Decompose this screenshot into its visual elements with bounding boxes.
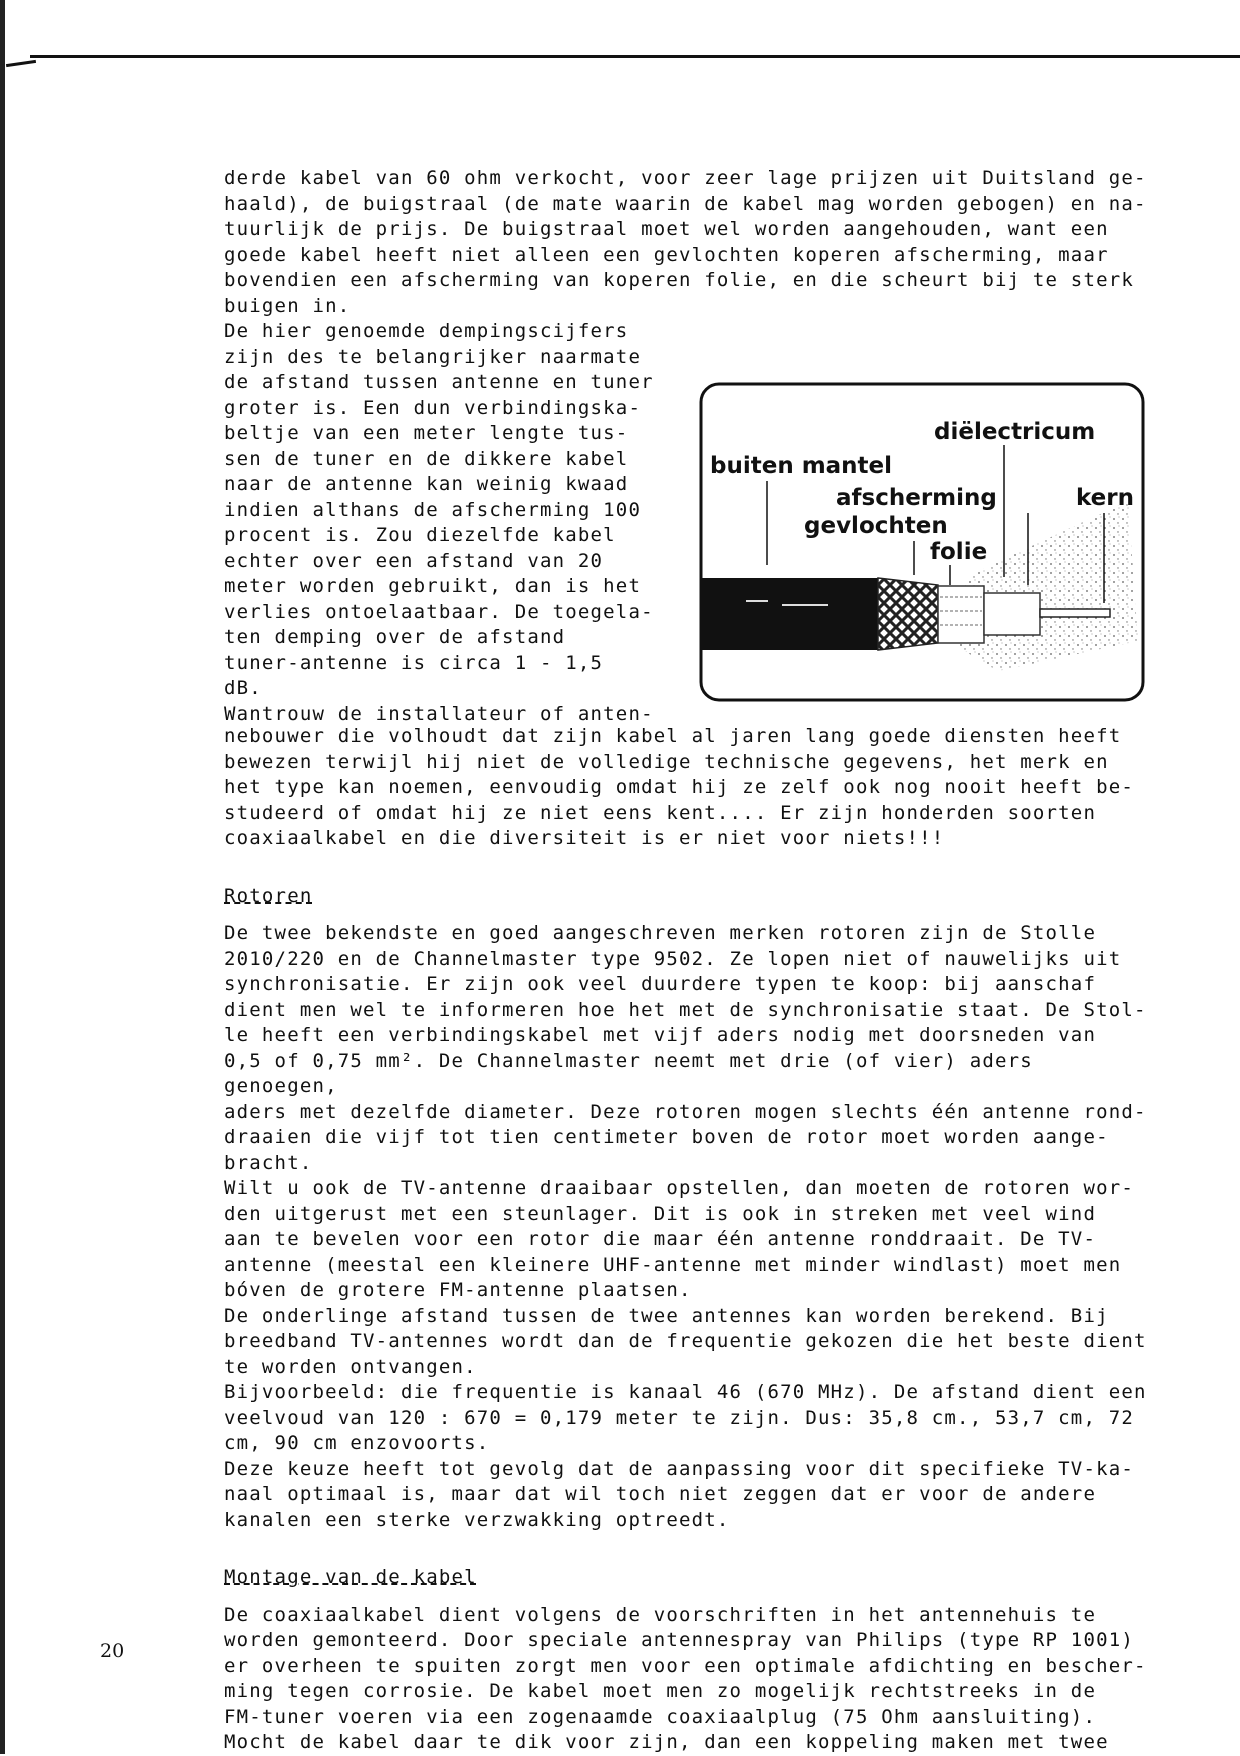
wrap-continuation: nebouwer die volhoudt dat zijn kabel al jaren lang goede diensten heeft bewezen terwijl hij niet de volledige technische gegevens, het merk en het type kan noemen, eenvoudig omdat hij ze zelf ook nog nooit heeft be- studeerd of omdat hij ze niet eens kent.... Er zijn honderden soorten coaxiaalkabel en die diversiteit is er niet voor niets!!! (224, 725, 1135, 849)
rotoren-paragraph: Deze keuze heeft tot gevolg dat de aanpassing voor dit specifieke TV-ka- naal optimaal is, maar dat wil toch niet zeggen dat er voor de andere kanalen een sterke verzwakking optreedt. (224, 1457, 1135, 1531)
montage-paragraph: De coaxiaalkabel dient volgens de voorschriften in het antennehuis te worden gemonteerd. Door speciale antennespray van Philips (type RP 1001) er overheen te spuiten zorgt men voor een optimale afdichting en bescher- ming tegen corrosie. De kabel moet men zo mogelijk rechtstreeks in de FM-tuner voeren via een zogenaamde coaxiaalplug (75 Ohm aansluiting). Mocht de kabel daar te dik voor zijn, dan een koppeling maken met twee (224, 1603, 1147, 1753)
label-buiten-mantel: buiten mantel (710, 453, 893, 479)
wrap-area (224, 319, 1159, 724)
label-kern: kern (1076, 485, 1134, 511)
intro-paragraph: derde kabel van 60 ohm verkocht, voor zeer lage prijzen uit Duitsland ge- haald), de buigstraal (de mate waarin de kabel mag worden gebogen) en na- tuurlijk de prijs. De buigstraal moet wel worden aangehouden, want een goede kabel heeft niet alleen een gevlochten koperen afscherming, maar bovendien een afscherming van koperen folie, en die scheurt bij te sterk buigen in. (224, 167, 1147, 317)
rotoren-paragraph: De twee bekendste en goed aangeschreven merken rotoren zijn de Stolle 2010/220 en de Channelmaster type 9502. Ze lopen niet of nauwelijks uit synchronisatie. Er zijn ook veel duurdere typen te koop: bij aanschaf dient men wel te informeren hoe het met de synchronisatie staat. De Stol- le heeft een verbindingskabel met vijf aders nodig met doorsneden van 0,5 of 0,75 mm². De Channelmaster neemt met drie (of vier) aders genoegen, aders met dezelfde diameter. Deze rotoren mogen slechts één antenne rond- draaien die vijf tot tien centimeter boven de rotor moet worden aange- bracht. (224, 922, 1147, 1174)
label-gevlochten: gevlochten (804, 513, 948, 539)
wrap-paragraph: De hier genoemde dempingscijfers zijn des te belangrijker naarmate de afstand tussen antenne en tuner groter is. Een dun verbindingska- beltje van een meter lengte tus- sen de tuner en de dikkere kabel naar de antenne kan weinig kwaad indien althans de afscherming 100 procent is. Zou diezelfde kabel echter over een afstand van 20 meter worden gebruikt, dan is het verlies ontoelaatbaar. De toegela- ten demping over de afstand tuner-antenne is circa 1 - 1,5 dB. Wantrouw de installateur of anten- (224, 320, 654, 725)
label-folie: folie (930, 539, 988, 565)
rotoren-paragraph: Wilt u ook de TV-antenne draaibaar opstellen, dan moeten de rotoren wor- den uitgerust met een steunlager. Dit is ook in streken met veel wind aan te bevelen voor een rotor die maar één antenne ronddraait. De TV- antenne (meestal een kleinere UHF-antenne met minder windlast) moet men bóven de grotere FM-antenne plaatsen. (224, 1177, 1135, 1301)
outer-jacket (702, 578, 878, 650)
scan-left-edge (0, 0, 5, 1754)
top-scan-mark (6, 60, 36, 67)
rotoren-paragraph: Bijvoorbeeld: die frequentie is kanaal 46 (670 MHz). De afstand dient een veelvoud van 120 : 670 = 0,179 meter te zijn. Dus: 35,8 cm., 53,7 cm, 72 cm, 90 cm enzovoorts. (224, 1381, 1147, 1454)
label-afscherming: afscherming (836, 485, 997, 511)
rotoren-paragraph: De onderlinge afstand tussen de twee antennes kan worden berekend. Bij breedband TV-antennes wordt dan de frequentie gekozen die het beste dient te worden ontvangen. (224, 1304, 1147, 1378)
heading-rotoren: Rotoren (224, 884, 313, 907)
page-number: 20 (100, 1640, 125, 1662)
braid-shield (878, 578, 938, 650)
label-dielectricum: diëlectricum (934, 419, 1096, 445)
page-body (224, 166, 1159, 1756)
top-rule (30, 55, 1240, 58)
dielectric-layer (984, 593, 1040, 635)
foil-layer (938, 586, 984, 643)
core-conductor (1040, 609, 1110, 617)
coax-cable-figure (698, 381, 1146, 703)
heading-montage: Montage van de kabel (224, 1566, 477, 1588)
